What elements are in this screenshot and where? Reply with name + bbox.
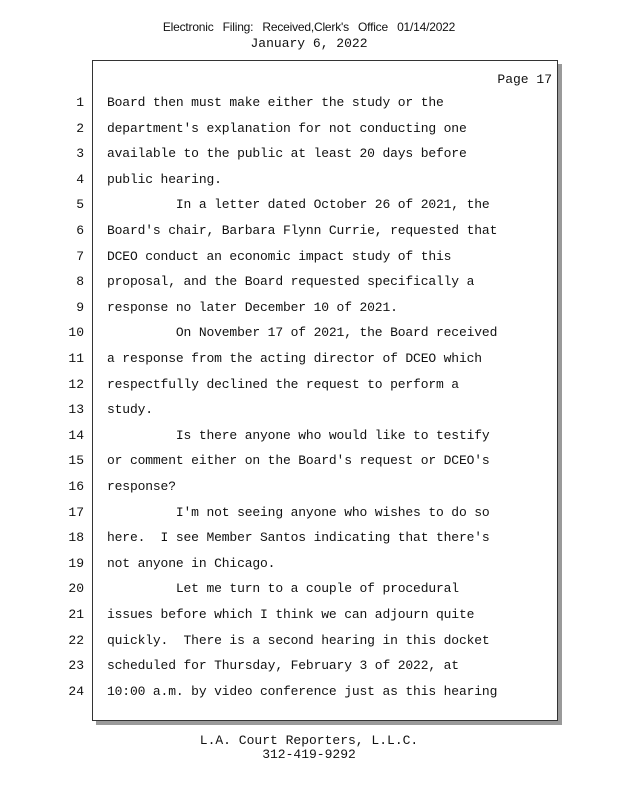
line-number: 17 (68, 504, 84, 520)
page-number: Page 17 (497, 72, 552, 87)
transcript-line (0, 628, 618, 654)
transcript-line (0, 602, 618, 628)
line-number: 20 (68, 581, 84, 597)
transcript-line (0, 576, 618, 602)
line-number: 19 (68, 555, 84, 571)
line-text: issues before which I think we can adjourn quite (107, 607, 475, 622)
line-text: public hearing. (107, 171, 222, 187)
line-number: 7 (76, 248, 84, 264)
line-text: 10:00 a.m. by video conference just as this hearing (107, 683, 498, 699)
line-number: 14 (68, 427, 84, 443)
line-number: 21 (68, 607, 84, 622)
transcript-line (0, 192, 618, 218)
line-number: 13 (68, 402, 84, 418)
transcript-line (0, 141, 618, 167)
line-text: Board's chair, Barbara Flynn Currie, requested that (107, 223, 498, 238)
line-text: proposal, and the Board requested specifically a (107, 274, 475, 290)
line-text: response? (107, 479, 176, 494)
transcript-line (0, 679, 618, 705)
line-number: 1 (76, 95, 84, 110)
transcript-line (0, 448, 618, 474)
transcript-line (0, 90, 618, 116)
hearing-date: January 6, 2022 (250, 36, 368, 51)
line-number: 11 (68, 351, 84, 366)
line-text: response no later December 10 of 2021. (107, 299, 398, 315)
line-number: 10 (68, 325, 84, 341)
transcript-line (0, 346, 618, 372)
line-number: 2 (76, 120, 84, 136)
transcript-line (0, 653, 618, 679)
transcript-line (0, 525, 618, 551)
line-text: available to the public at least 20 days before (107, 146, 467, 162)
transcript-line (0, 295, 618, 321)
filing-stamp: Electronic Filing: Received,Clerk's Office 01/14/2022 (162, 20, 456, 34)
line-text: or comment either on the Board's request or DCEO's (107, 453, 490, 469)
line-number: 4 (76, 171, 84, 187)
line-text: Let me turn to a couple of procedural (107, 581, 459, 597)
line-text: DCEO conduct an economic impact study of this (107, 248, 452, 264)
line-text: Is there anyone who would like to testify (107, 427, 490, 443)
line-text: In a letter dated October 26 of 2021, the (107, 197, 490, 213)
transcript-line (0, 320, 618, 346)
line-number: 6 (76, 223, 84, 238)
transcript-line (0, 423, 618, 449)
line-text: department's explanation for not conducting one (107, 120, 467, 136)
line-number: 9 (76, 299, 84, 315)
transcript-line (0, 372, 618, 398)
transcript-line (0, 474, 618, 500)
line-number: 12 (68, 376, 84, 392)
line-text: a response from the acting director of DCEO which (107, 351, 482, 366)
transcript-line (0, 500, 618, 526)
transcript-line (0, 269, 618, 295)
line-text: scheduled for Thursday, February 3 of 2022, at (107, 658, 459, 674)
transcript-line (0, 244, 618, 270)
transcript-line (0, 116, 618, 142)
line-number: 8 (76, 274, 84, 290)
line-number: 23 (68, 658, 84, 674)
line-number: 15 (68, 453, 84, 469)
footer-phone: 312-419-9292 (262, 747, 356, 762)
line-number: 18 (68, 530, 84, 546)
footer-company: L.A. Court Reporters, L.L.C. (199, 733, 419, 748)
line-number: 24 (68, 683, 84, 699)
line-text: Board then must make either the study or the (107, 95, 444, 110)
line-number: 3 (76, 146, 84, 162)
line-text: here. I see Member Santos indicating that there's (107, 530, 490, 546)
transcript-line (0, 551, 618, 577)
line-number: 16 (68, 479, 84, 494)
line-text: respectfully declined the request to perform a (107, 376, 459, 392)
line-number: 5 (76, 197, 84, 213)
transcript-line (0, 218, 618, 244)
transcript-line (0, 167, 618, 193)
line-text: quickly. There is a second hearing in this docket (107, 632, 490, 648)
line-text: not anyone in Chicago. (107, 555, 276, 571)
transcript-line (0, 397, 618, 423)
line-text: I'm not seeing anyone who wishes to do so (107, 504, 490, 520)
line-text: On November 17 of 2021, the Board received (107, 325, 498, 341)
line-number: 22 (68, 632, 84, 648)
line-text: study. (107, 402, 153, 418)
